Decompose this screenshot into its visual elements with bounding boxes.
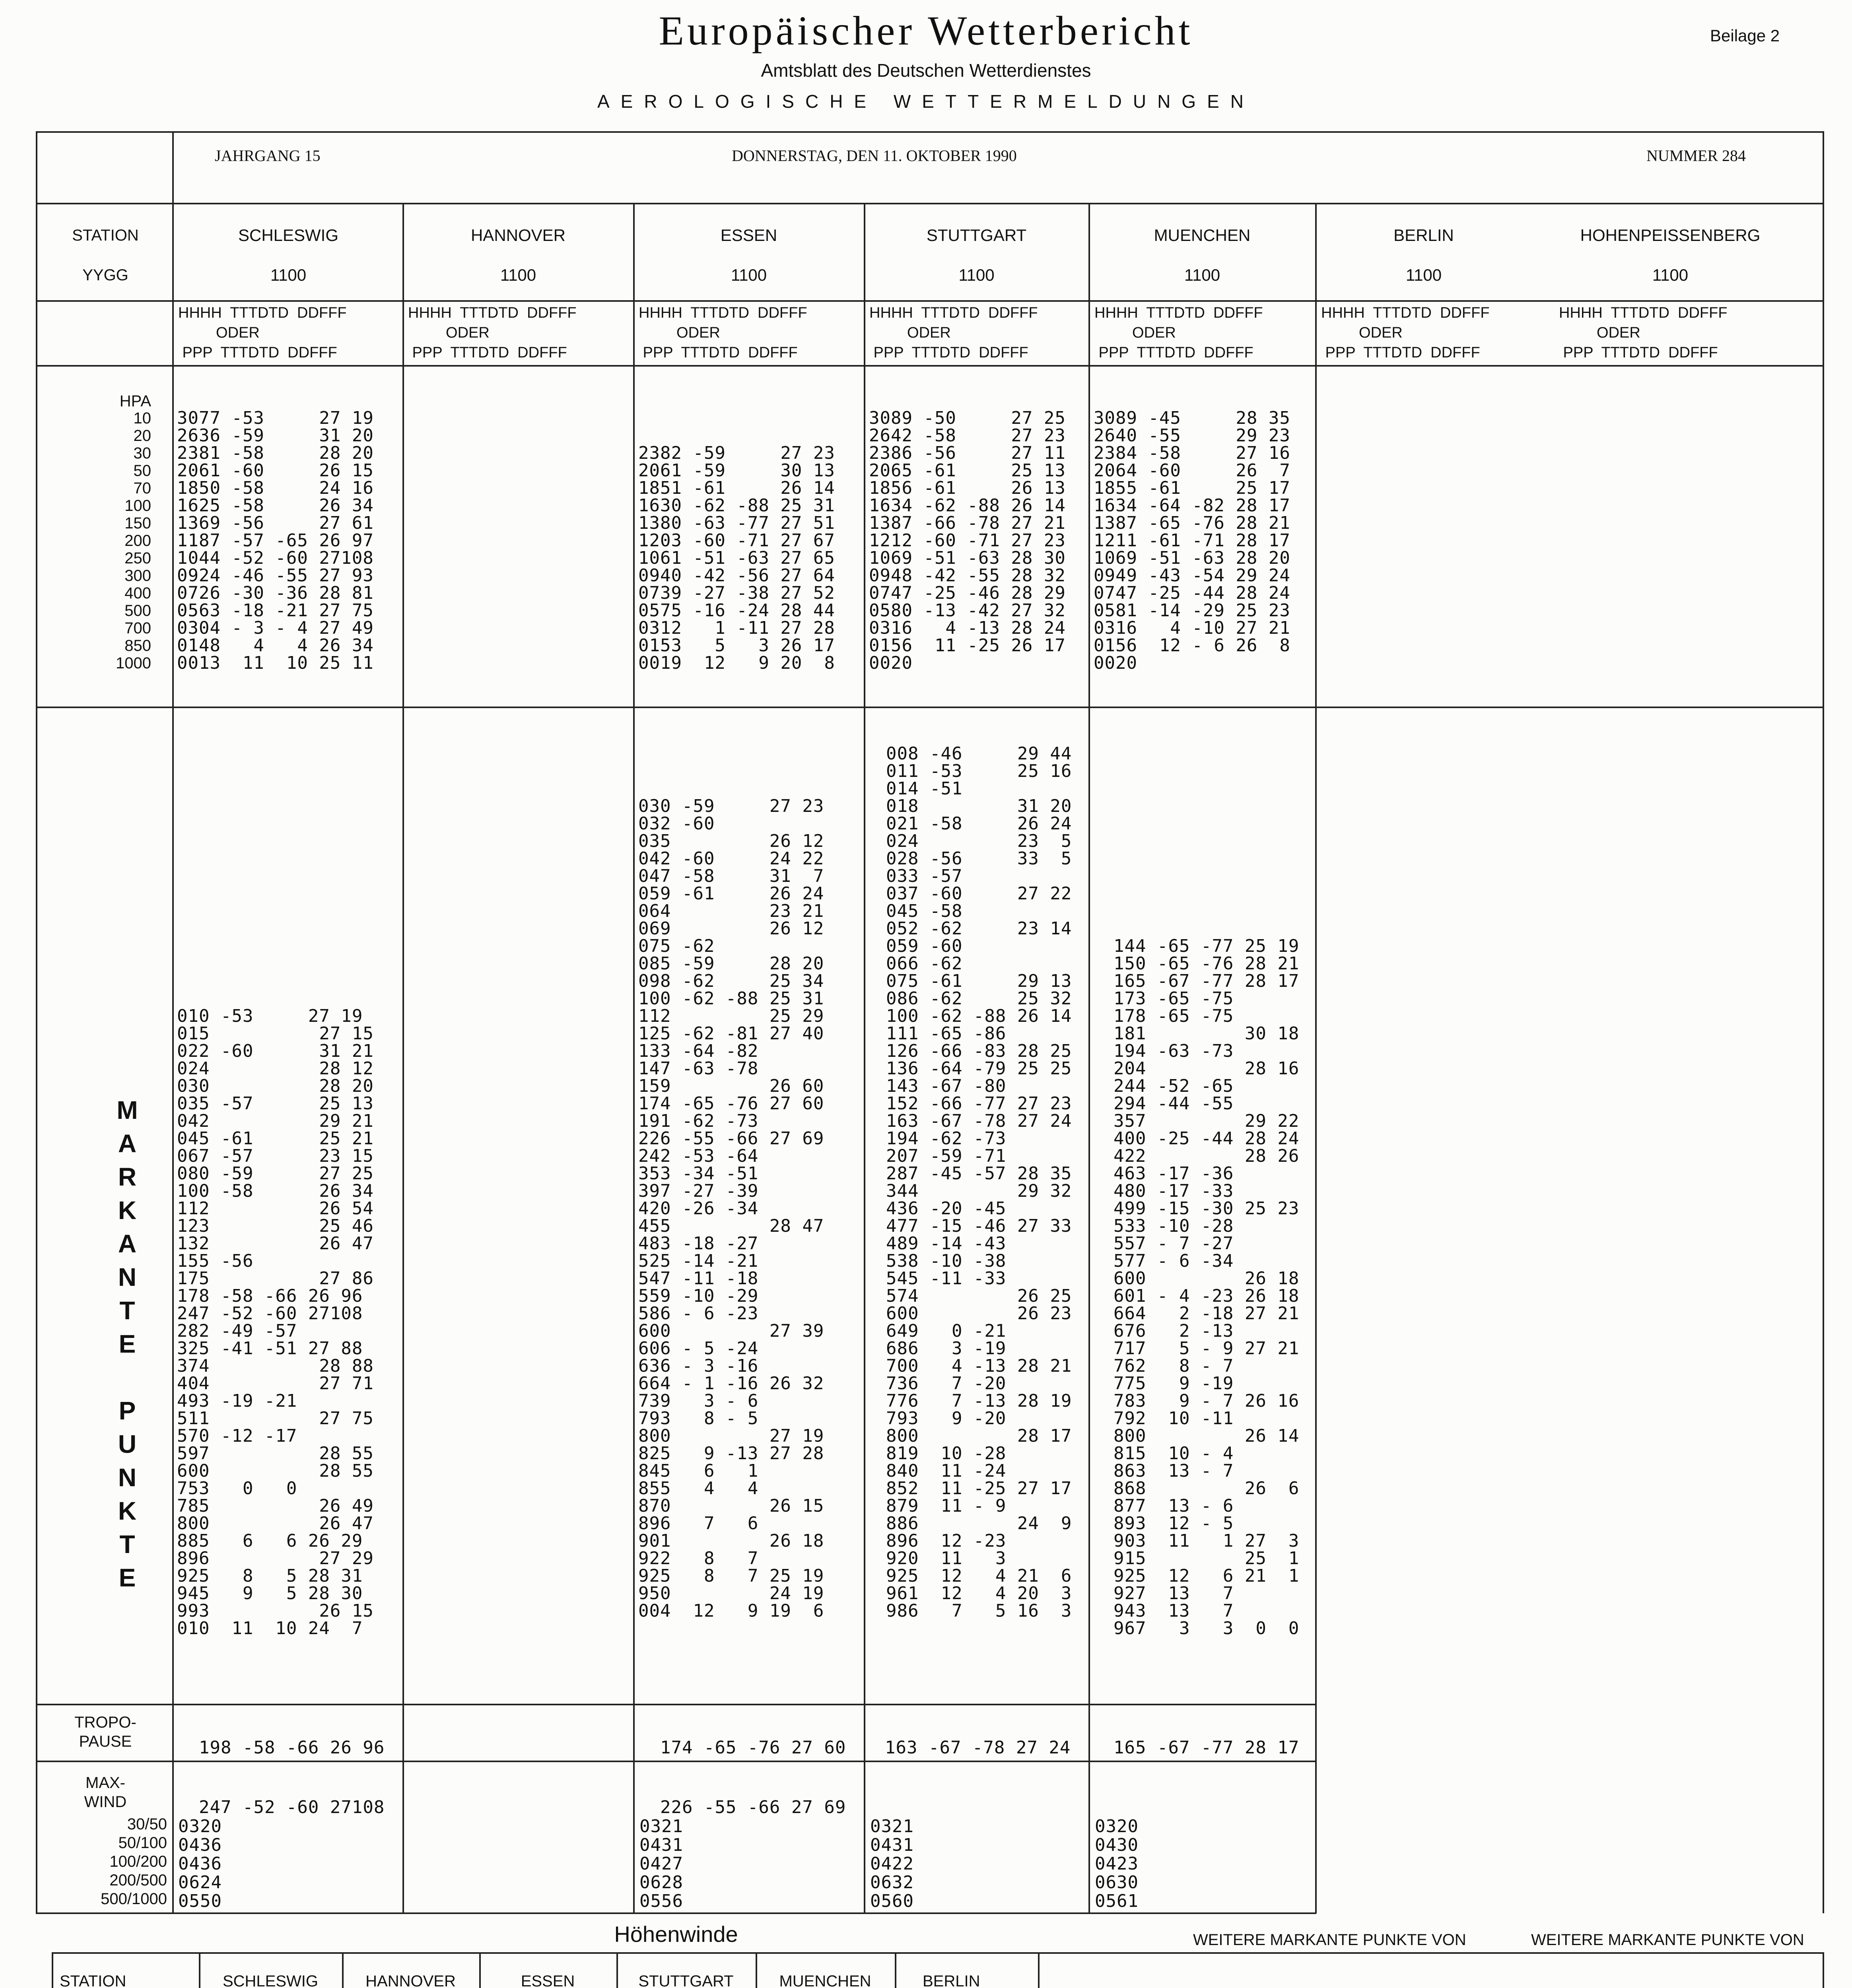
column-code-header: HHHH TTTDTD DDFFF ODER PPP TTTDTD DDFFF bbox=[408, 305, 577, 361]
winds-station-name: ESSEN bbox=[521, 1972, 575, 1988]
tropopause-stuttgart: 163 -67 -78 27 24 bbox=[885, 1738, 1071, 1758]
winds-station-name: BERLIN bbox=[923, 1972, 980, 1988]
column-code-header: HHHH TTTDTD DDFFF ODER PPP TTTDTD DDFFF bbox=[1094, 305, 1263, 361]
station-yygg: 1100 bbox=[270, 266, 307, 284]
levels-schleswig: 3077 -53 27 19 2636 -59 31 20 2381 -58 28 20 2061 -60 26 15 1850 -58 24 16 1625 -58 26 34 1369 -56 27 61 1187 -57 -65 26 97 1044 -52 -60 27108 0924 -46 -55 27 93 0726 -30 -36 28 81 0563 -18 -21 27 75 0304 - 3 - 4 27 49 0148 4 4 26 34 0013 11 10 25 11 bbox=[177, 408, 374, 673]
yygg-label: YYGG bbox=[82, 266, 128, 284]
station-name: SCHLESWIG bbox=[238, 226, 339, 245]
shear-stuttgart: 0321 0431 0422 0632 0560 bbox=[870, 1816, 914, 1911]
tropopause-essen: 174 -65 -76 27 60 bbox=[660, 1738, 846, 1758]
issue-date: DONNERSTAG, DEN 11. OKTOBER 1990 bbox=[732, 147, 1017, 165]
station-yygg: 1100 bbox=[958, 266, 995, 284]
winds-station-name: STUTTGART bbox=[638, 1972, 734, 1988]
column-code-header: HHHH TTTDTD DDFFF ODER PPP TTTDTD DDFFF bbox=[1321, 305, 1490, 361]
maxwind-label: MAX- WIND bbox=[84, 1774, 127, 1811]
supplement-label: Beilage 2 bbox=[1710, 26, 1780, 45]
levels-muenchen: 3089 -45 28 35 2640 -55 29 23 2384 -58 27 16 2064 -60 26 7 1855 -61 25 17 1634 -64 -82 28 17 1387 -65 -76 28 21 1211 -61 -71 28 17 1069 -51 -63 28 20 0949 -43 -54 29 24 0747 -25 -44 28 24 0581 -14 -29 25 23 0316 4 -10 27 21 0156 12 - 6 26 8 0020 bbox=[1094, 408, 1290, 673]
winds-station-name: MUENCHEN bbox=[779, 1972, 871, 1988]
hpa-label: HPA bbox=[119, 392, 151, 410]
markante-muenchen: 144 -65 -77 25 19 150 -65 -76 28 21 165 -67 -77 28 17 173 -65 -75 178 -65 -75 181 30 18 194 -63 -73 204 28 16 244 -52 -65 294 -44 -55 357 29 22 400 -25 -44 28 24 422 28 26 463 -17 -36 480 -17 -33 499 -15 -30 25 23 533 -10 -28 557 - 7 -27 577 - 6 -34 600 26 18 601 - 4 -23 26 18 664 2 -18 27 21 676 2 -13 717 5 - 9 27 21 762 8 - 7 775 9 -19 783 9 - 7 26 16 792 10 -11 800 26 14 815 10 - 4 863 13 - 7 868 26 6 877 13 - 6 893 12 - 5 903 11 1 27 3 915 25 1 925 12 6 21 1 927 13 7 943 13 7 967 3 3 0 0 bbox=[1114, 936, 1300, 1639]
shear-labels: 30/50 50/100 100/200 200/500 500/1000 bbox=[101, 1815, 167, 1908]
station-yygg: 1100 bbox=[1652, 266, 1689, 284]
station-name: HOHENPEISSENBERG bbox=[1580, 226, 1761, 245]
station-name: BERLIN bbox=[1393, 226, 1454, 245]
column-code-header: HHHH TTTDTD DDFFF ODER PPP TTTDTD DDFFF bbox=[178, 305, 347, 361]
column-code-header: HHHH TTTDTD DDFFF ODER PPP TTTDTD DDFFF bbox=[1559, 305, 1728, 361]
weitere-heading-1: WEITERE MARKANTE PUNKTE VON bbox=[1193, 1931, 1466, 1949]
levels-essen: 2382 -59 27 23 2061 -59 30 13 1851 -61 26 14 1630 -62 -88 25 31 1380 -63 -77 27 51 1203 -60 -71 27 67 1061 -51 -63 27 65 0940 -42 -56 27 64 0739 -27 -38 27 52 0575 -16 -24 28 44 0312 1 -11 27 28 0153 5 3 26 17 0019 12 9 20 8 bbox=[638, 443, 835, 673]
station-name: STUTTGART bbox=[926, 226, 1027, 245]
tropopause-schleswig: 198 -58 -66 26 96 bbox=[199, 1738, 385, 1758]
markante-punkte-label: M A R K A N T E P U N K T E bbox=[117, 1096, 138, 1592]
station-name: HANNOVER bbox=[470, 226, 566, 245]
winds-title: Höhenwinde bbox=[614, 1922, 738, 1947]
maxwind-schleswig: 247 -52 -60 27108 bbox=[199, 1797, 385, 1817]
levels-stuttgart: 3089 -50 27 25 2642 -58 27 23 2386 -56 27 11 2065 -61 25 13 1856 -61 26 13 1634 -62 -88 26 14 1387 -66 -78 27 21 1212 -60 -71 27 23 1069 -51 -63 28 30 0948 -42 -55 28 32 0747 -25 -46 28 29 0580 -13 -42 27 32 0316 4 -13 28 24 0156 11 -25 26 17 0020 bbox=[869, 408, 1066, 673]
shear-schleswig: 0320 0436 0436 0624 0550 bbox=[178, 1816, 222, 1911]
tropopause-label: TROPO- PAUSE bbox=[74, 1714, 136, 1750]
winds-station-label: STATION bbox=[60, 1972, 126, 1988]
markante-stuttgart: 008 -46 29 44 011 -53 25 16 014 -51 018 31 20 021 -58 26 24 024 23 5 028 -56 33 5 033 -57 037 -60 27 22 045 -58 052 -62 23 14 059 -60 066 -62 075 -61 29 13 086 -62 25 32 100 -62 -88 26 14 111 -65 -86 126 -66 -83 28 25 136 -64 -79 25 25 143 -67 -80 152 -66 -77 27 23 163 -67 -78 27 24 194 -62 -73 207 -59 -71 287 -45 -57 28 35 344 29 32 436 -20 -45 477 -15 -46 27 33 489 -14 -43 538 -10 -38 545 -11 -33 574 26 25 600 26 23 649 0 -21 686 3 -19 700 4 -13 28 21 736 7 -20 776 7 -13 28 19 793 9 -20 800 28 17 819 10 -28 840 11 -24 852 11 -25 27 17 879 11 - 9 886 24 9 896 12 -23 920 11 3 925 12 4 21 6 961 12 4 20 3 986 7 5 16 3 bbox=[886, 744, 1072, 1621]
section-heading: AEROLOGISCHE WETTERMELDUNGEN bbox=[597, 91, 1255, 112]
station-name: ESSEN bbox=[720, 226, 777, 245]
station-label: STATION bbox=[72, 227, 139, 244]
tropopause-muenchen: 165 -67 -77 28 17 bbox=[1114, 1738, 1300, 1758]
report-title: Europäischer Wetterbericht bbox=[659, 8, 1193, 54]
markante-essen: 030 -59 27 23 032 -60 035 26 12 042 -60 24 22 047 -58 31 7 059 -61 26 24 064 23 21 069 26 12 075 -62 085 -59 28 20 098 -62 25 34 100 -62 -88 25 31 112 25 29 125 -62 -81 27 40 133 -64 -82 147 -63 -78 159 26 60 174 -65 -76 27 60 191 -62 -73 226 -55 -66 27 69 242 -53 -64 353 -34 -51 397 -27 -39 420 -26 -34 455 28 47 483 -18 -27 525 -14 -21 547 -11 -18 559 -10 -29 586 - 6 -23 600 27 39 606 - 5 -24 636 - 3 -16 664 - 1 -16 26 32 739 3 - 6 793 8 - 5 800 27 19 825 9 -13 27 28 845 6 1 855 4 4 870 26 15 896 7 6 901 26 18 922 8 7 925 8 7 25 19 950 24 19 004 12 9 19 6 bbox=[638, 796, 824, 1621]
maxwind-essen: 226 -55 -66 27 69 bbox=[660, 1797, 846, 1817]
winds-station-name: HANNOVER bbox=[365, 1972, 456, 1988]
shear-essen: 0321 0431 0427 0628 0556 bbox=[639, 1816, 683, 1911]
shear-muenchen: 0320 0430 0423 0630 0561 bbox=[1095, 1816, 1139, 1911]
issue-number: NUMMER 284 bbox=[1646, 147, 1746, 165]
station-yygg: 1100 bbox=[731, 266, 767, 284]
column-code-header: HHHH TTTDTD DDFFF ODER PPP TTTDTD DDFFF bbox=[639, 305, 807, 361]
station-name: MUENCHEN bbox=[1154, 226, 1251, 245]
weitere-heading-2: WEITERE MARKANTE PUNKTE VON bbox=[1531, 1931, 1804, 1949]
jahrgang: JAHRGANG 15 bbox=[215, 147, 321, 165]
column-code-header: HHHH TTTDTD DDFFF ODER PPP TTTDTD DDFFF bbox=[869, 305, 1038, 361]
markante-schleswig: 010 -53 27 19 015 27 15 022 -60 31 21 024 28 12 030 28 20 035 -57 25 13 042 29 21 045 -61 25 21 067 -57 23 15 080 -59 27 25 100 -58 26 34 112 26 54 123 25 46 132 26 47 155 -56 175 27 86 178 -58 -66 26 96 247 -52 -60 27108 282 -49 -57 325 -41 -51 27 88 374 28 88 404 27 71 493 -19 -21 511 27 75 570 -12 -17 597 28 55 600 28 55 753 0 0 785 26 49 800 26 47 885 6 6 26 29 896 27 29 925 8 5 28 31 945 9 5 28 30 993 26 15 010 11 10 24 7 bbox=[177, 1006, 374, 1639]
station-yygg: 1100 bbox=[1184, 266, 1220, 284]
winds-station-name: SCHLESWIG bbox=[222, 1972, 319, 1988]
hpa-levels: 10 20 30 50 70 100 150 200 250 300 400 500 700 850 1000 bbox=[116, 410, 151, 672]
station-yygg: 1100 bbox=[500, 266, 536, 284]
report-subtitle: Amtsblatt des Deutschen Wetterdienstes bbox=[761, 60, 1091, 81]
station-yygg: 1100 bbox=[1405, 266, 1442, 284]
